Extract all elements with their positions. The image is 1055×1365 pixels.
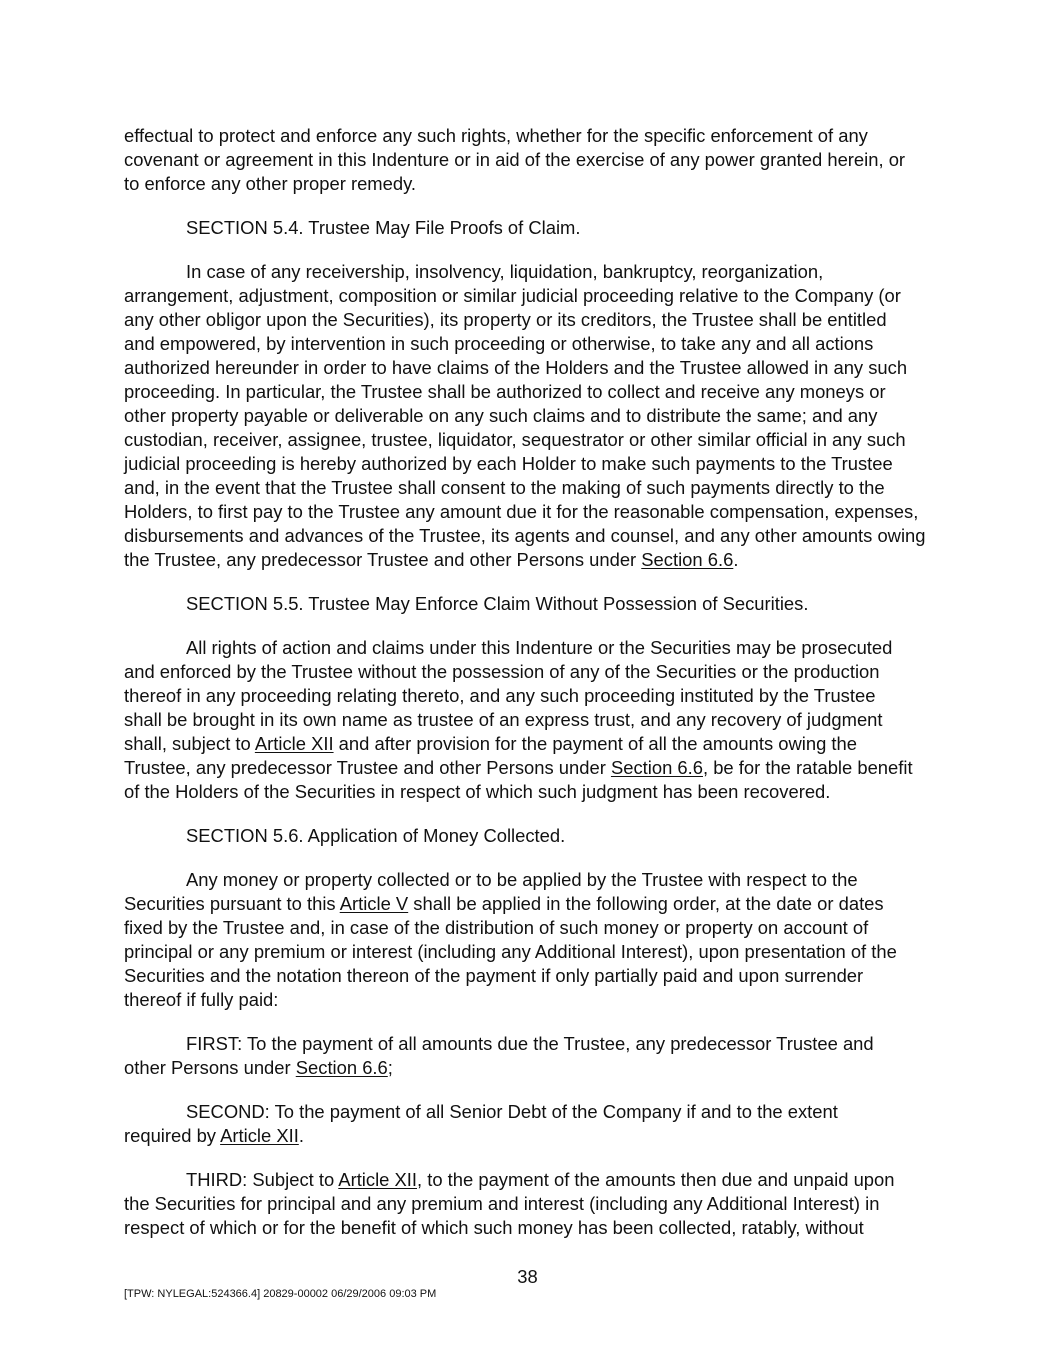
paragraph-line [124,1124,304,1148]
text: and after provision for the payment of all the amounts owing the [333,733,857,754]
paragraph-line: other property payable or deliverable on any such claims and to distribute the same; and any [124,405,878,426]
paragraph-line: the Securities for principal and any premium and interest (including any Additional Interest) in [124,1193,880,1214]
paragraph-line: any other obligor upon the Securities), its property or its creditors, the Trustee shall be entitled [124,309,887,330]
article-xii-link[interactable]: Article XII [220,1125,299,1146]
text: required by [124,1125,221,1146]
paragraph-line: covenant or agreement in this Indenture or in aid of the exercise of any power granted herein, or [124,149,906,170]
paragraph-line: thereof in any proceeding relating thereto, and any such proceeding instituted by the Trustee [124,685,876,706]
paragraph-line [124,756,913,780]
section-6-6-link[interactable]: Section 6.6 [295,1057,388,1078]
paragraph-line: thereof if fully paid: [124,989,279,1010]
section-6-6-link[interactable]: Section 6.6 [641,549,734,570]
paragraph-line: and empowered, by intervention in such proceeding or otherwise, to take any and all actions [124,333,874,354]
text: the Trustee, any predecessor Trustee and other Persons under [124,549,642,570]
text: shall be applied in the following order, at the date or dates [408,893,884,914]
text: . [298,1125,304,1146]
paragraph-line: effectual to protect and enforce any such rights, whether for the specific enforcement of any [124,125,868,146]
text: Securities pursuant to this [124,893,340,914]
paragraph-line: respect of which or for the benefit of which such money has been collected, ratably, without [124,1217,864,1238]
paragraph-line [124,892,884,916]
paragraph-line: Securities and the notation thereon of the payment if only partially paid and upon surrender [124,965,864,986]
article-xii-link[interactable]: Article XII [254,733,334,754]
text: , be for the ratable benefit [702,757,913,778]
page-number: 38 [517,1266,538,1287]
paragraph-line: All rights of action and claims under this Indenture or the Securities may be prosecuted [186,637,893,658]
text: ; [387,1057,393,1078]
section-6-6-link[interactable]: Section 6.6 [610,757,703,778]
paragraph-line: FIRST: To the payment of all amounts due the Trustee, any predecessor Trustee and [186,1033,874,1054]
paragraph-line: Holders, to first pay to the Trustee any amount due it for the reasonable compensation, expenses, [124,501,919,522]
paragraph-line [124,1056,393,1080]
paragraph-line [124,548,738,572]
section-5-6-heading: SECTION 5.6. Application of Money Collected. [186,825,566,846]
document-footer: [TPW: NYLEGAL:524366.4] 20829-00002 06/29/2006 09:03 PM [124,1288,437,1300]
text: other Persons under [124,1057,296,1078]
article-xii-link[interactable]: Article XII [338,1169,417,1190]
paragraph-line: principal or any premium or interest (including any Additional Interest), upon presentation of the [124,941,897,962]
paragraph-line: and enforced by the Trustee without the possession of any of the Securities or the production [124,661,880,682]
paragraph-line [124,732,857,756]
text: , to the payment of the amounts then due and unpaid upon [417,1169,895,1190]
paragraph-line: In case of any receivership, insolvency, liquidation, bankruptcy, reorganization, [186,261,824,282]
text: . [733,549,739,570]
paragraph-line: fixed by the Trustee and, in case of the distribution of such money or property on account of [124,917,869,938]
text: Trustee, any predecessor Trustee and other Persons under [124,757,611,778]
paragraph-line: Any money or property collected or to be applied by the Trustee with respect to the [186,869,858,890]
article-v-link[interactable]: Article V [339,893,409,914]
text: THIRD: Subject to [186,1169,339,1190]
paragraph-line [186,1168,895,1192]
paragraph-line: of the Holders of the Securities in respect of which such judgment has been recovered. [124,781,831,802]
section-5-5-heading: SECTION 5.5. Trustee May Enforce Claim Without Possession of Securities. [186,593,809,614]
paragraph-line: to enforce any other proper remedy. [124,173,417,194]
paragraph-line: SECOND: To the payment of all Senior Debt of the Company if and to the extent [186,1101,838,1122]
paragraph-line: arrangement, adjustment, composition or similar judicial proceeding relative to the Company (or [124,285,901,306]
text: shall, subject to [124,733,255,754]
section-5-4-heading: SECTION 5.4. Trustee May File Proofs of Claim. [186,217,581,238]
paragraph-line: and, in the event that the Trustee shall consent to the making of such payments directly to the [124,477,885,498]
paragraph-line: disbursements and advances of the Trustee, its agents and counsel, and any other amounts owing [124,525,926,546]
paragraph-line: shall be brought in its own name as trustee of an express trust, and any recovery of judgment [124,709,883,730]
paragraph-line: judicial proceeding is hereby authorized by each Holder to make such payments to the Trustee [124,453,893,474]
paragraph-line: authorized hereunder in order to have claims of the Holders and the Trustee allowed in any such [124,357,908,378]
paragraph-line: custodian, receiver, assignee, trustee, liquidator, sequestrator or other similar official in any such [124,429,906,450]
paragraph-line: proceeding. In particular, the Trustee shall be authorized to collect and receive any moneys or [124,381,886,402]
